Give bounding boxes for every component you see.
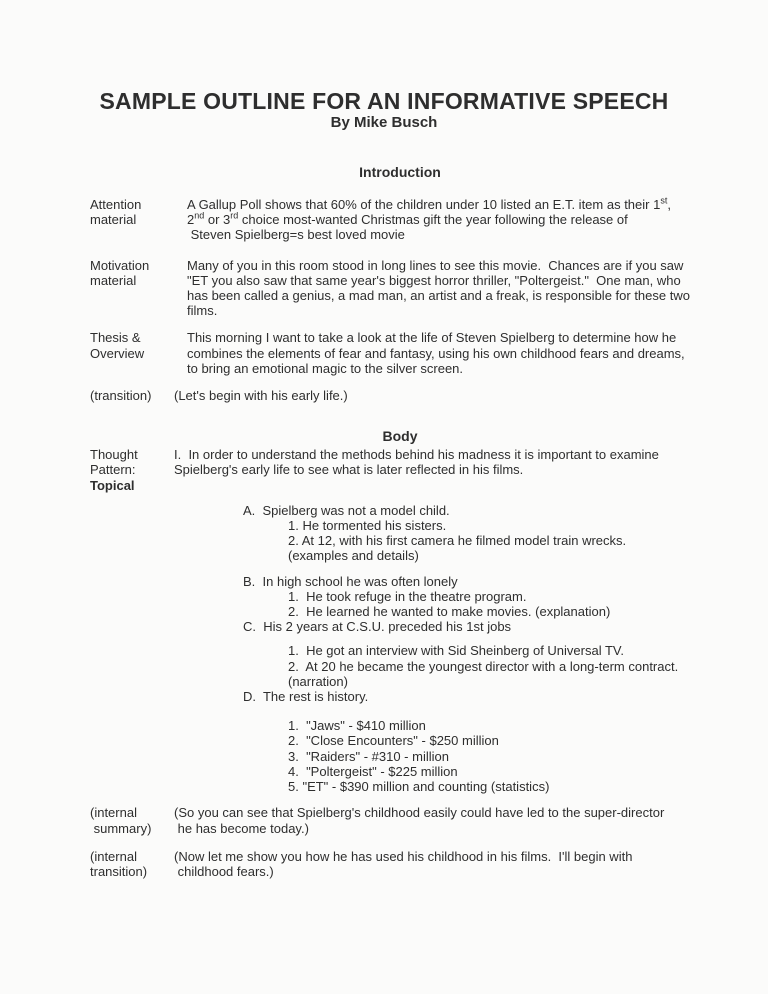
thesis-label-line1: Thesis & bbox=[90, 330, 141, 346]
outline-block-b bbox=[0, 574, 768, 635]
attention-line2-text-a: 2 bbox=[187, 212, 195, 228]
film-item-poltergeist: 4. "Poltergeist" - $225 million bbox=[288, 763, 458, 779]
outline-block-d-films bbox=[0, 718, 768, 794]
document-byline: By Mike Busch bbox=[330, 114, 438, 131]
document-title: SAMPLE OUTLINE FOR AN INFORMATIVE SPEECH bbox=[99, 88, 669, 114]
motivation-label-line1: Motivation bbox=[90, 257, 150, 273]
internal-summary-label-line2: summary) bbox=[90, 820, 152, 836]
motivation-line2: "ET you also saw that same year's biggest horror thriller, "Poltergeist." One man, who bbox=[187, 272, 681, 288]
internal-summary-label-line1: (internal bbox=[90, 805, 137, 821]
transition-label: (transition) bbox=[90, 388, 152, 404]
outline-item-c: C. His 2 years at C.S.U. preceded his 1st jobs bbox=[243, 619, 512, 635]
outline-note-examples: (examples and details) bbox=[288, 548, 419, 564]
internal-transition-line2: childhood fears.) bbox=[174, 863, 274, 879]
internal-transition-label bbox=[90, 849, 174, 879]
transition-row bbox=[90, 388, 768, 403]
attention-line2-text-b: or 3 bbox=[204, 212, 231, 228]
transition-content bbox=[174, 388, 768, 403]
internal-transition-line1: (Now let me show you how he has used his childhood in his films. I'll begin with bbox=[174, 848, 633, 864]
internal-summary-label bbox=[90, 805, 174, 835]
motivation-content bbox=[187, 258, 768, 319]
thesis-line3: to bring an emotional magic to the silver screen. bbox=[187, 360, 464, 376]
introduction-heading: Introduction bbox=[359, 164, 441, 180]
thesis-content bbox=[187, 330, 768, 376]
thesis-line2: combines the elements of fear and fantasy, using his own childhood fears and dreams, bbox=[187, 345, 685, 361]
outline-item-a1: 1. He tormented his sisters. bbox=[288, 518, 447, 534]
film-item-jaws: 1. "Jaws" - $410 million bbox=[288, 718, 426, 734]
film-item-close-encounters: 2. "Close Encounters" - $250 million bbox=[288, 733, 499, 749]
attention-line1-superscript: st bbox=[660, 195, 668, 206]
internal-summary-line2: he has become today.) bbox=[174, 820, 309, 836]
thesis-overview-row bbox=[90, 330, 768, 376]
main-point-one bbox=[174, 447, 768, 493]
thought-pattern-row bbox=[90, 447, 768, 493]
transition-text: (Let's begin with his early life.) bbox=[174, 388, 348, 404]
thesis-line1: This morning I want to take a look at the life of Steven Spielberg to determine how he bbox=[187, 330, 677, 346]
outline-block-c-subpoints bbox=[0, 643, 768, 704]
outline-item-b1: 1. He took refuge in the theatre program. bbox=[288, 588, 527, 604]
film-item-et: 5. "ET" - $390 million and counting (statistics) bbox=[288, 779, 550, 795]
outline-item-b2: 2. He learned he wanted to make movies. (explanation) bbox=[288, 604, 611, 620]
attention-content bbox=[187, 197, 768, 243]
internal-summary-content bbox=[174, 805, 768, 835]
attention-line2 bbox=[187, 212, 708, 227]
body-heading: Body bbox=[382, 428, 418, 445]
thought-pattern-label-line1: Thought Pattern: bbox=[90, 447, 142, 478]
transition-label-col bbox=[90, 388, 174, 403]
outline-item-b: B. In high school he was often lonely bbox=[243, 573, 458, 589]
internal-transition-content bbox=[174, 849, 768, 879]
internal-transition-label-line2: transition) bbox=[90, 863, 148, 879]
thesis-label-line2: Overview bbox=[90, 345, 145, 361]
attention-line1-text: A Gallup Poll shows that 60% of the children under 10 listed an E.T. item as their 1 bbox=[187, 197, 661, 212]
attention-line3: Steven Spielberg=s best loved movie bbox=[187, 227, 405, 243]
outline-item-c1: 1. He got an interview with Sid Sheinberg of Universal TV. bbox=[288, 643, 625, 659]
outline-item-a: A. Spielberg was not a model child. bbox=[243, 502, 450, 518]
thought-pattern-label-line2: Topical bbox=[90, 477, 135, 493]
attention-material-row bbox=[90, 197, 768, 243]
outline-block-a bbox=[0, 503, 768, 564]
attention-label bbox=[90, 197, 187, 243]
attention-label-line1: Attention bbox=[90, 197, 142, 212]
film-item-raiders: 3. "Raiders" - #310 - million bbox=[288, 748, 449, 764]
attention-label-line2: material bbox=[90, 212, 137, 228]
main-point-one-line2: Spielberg's early life to see what is later reflected in his films. bbox=[174, 462, 524, 478]
motivation-line4: films. bbox=[187, 303, 218, 319]
attention-line1 bbox=[187, 197, 708, 212]
attention-line1-end: , bbox=[667, 197, 671, 212]
attention-line2-superscript-1: nd bbox=[194, 210, 205, 221]
outline-item-a2: 2. At 12, with his first camera he filmed model train wrecks. bbox=[288, 533, 627, 549]
internal-summary-row bbox=[90, 805, 768, 835]
attention-line2-superscript-2: rd bbox=[230, 210, 239, 221]
thought-pattern-label bbox=[90, 447, 174, 493]
main-point-one-line1: I. In order to understand the methods behind his madness it is important to examine bbox=[174, 447, 659, 463]
motivation-label-line2: material bbox=[90, 272, 137, 288]
motivation-line3: has been called a genius, a mad man, an artist and a freak, is responsible for these two bbox=[187, 288, 690, 304]
internal-summary-line1: (So you can see that Spielberg's childhood easily could have led to the super-director bbox=[174, 805, 665, 821]
motivation-material-row bbox=[90, 258, 768, 319]
internal-transition-label-line1: (internal bbox=[90, 848, 137, 864]
attention-line2-text-c: choice most-wanted Christmas gift the year following the release of bbox=[238, 212, 628, 228]
outline-item-d: D. The rest is history. bbox=[243, 689, 369, 705]
title-block bbox=[0, 88, 768, 132]
outline-item-c2: 2. At 20 he became the youngest director with a long-term contract. bbox=[288, 658, 679, 674]
motivation-label bbox=[90, 258, 187, 319]
motivation-line1: Many of you in this room stood in long lines to see this movie. Chances are if you saw bbox=[187, 257, 684, 273]
thesis-label bbox=[90, 330, 187, 376]
outline-note-narration: (narration) bbox=[288, 673, 348, 689]
internal-transition-row bbox=[90, 849, 768, 879]
